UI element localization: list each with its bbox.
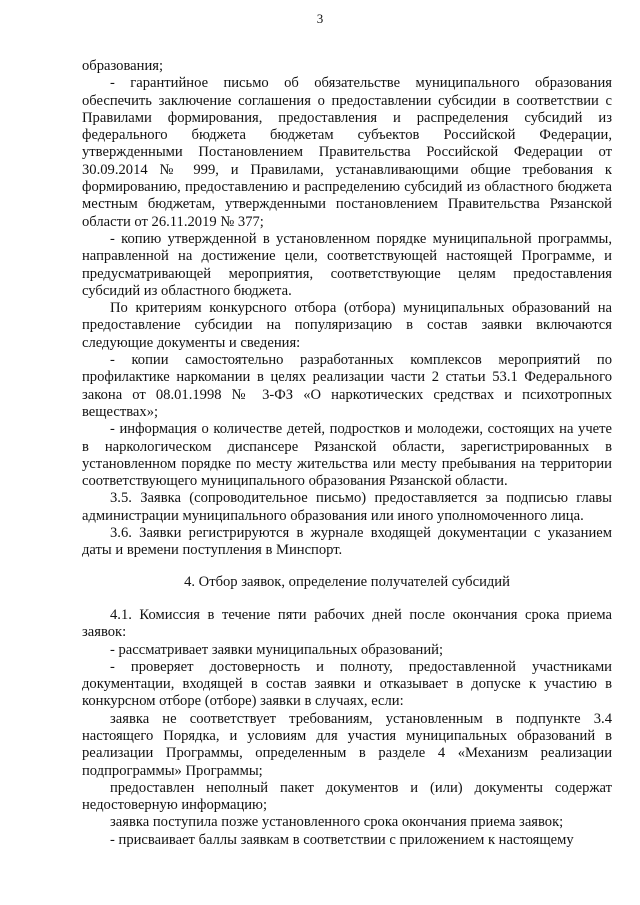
paragraph-youth-information: - информация о количестве детей, подростков и молодежи, состоящих на учете в наркологическом диспансере Рязанской области, зарегистрированных в установленном порядке по месту жительства или месту пребывания на территории соответствующего муниципального образования Рязанской области. xyxy=(82,421,612,490)
paragraph-requirements-mismatch: заявка не соответствует требованиям, установленным в подпункте 3.4 настоящего Порядка, и условиям для участия муниципальных образований в реализации Программы, определенным в разделе 4 «Механизм реализации подпрограммы» Программы; xyxy=(82,710,612,779)
paragraph-program-copy: - копию утвержденной в установленном порядке муниципальной программы, направленной на достижение цели, соответствующей настоящей Программе, и предусматривающей мероприятия, соответствующие целям предоставления субсидий из областного бюджета. xyxy=(82,230,612,299)
page-number: 3 xyxy=(316,11,324,26)
paragraph-assign-scores: - присваивает баллы заявкам в соответствии с приложением к настоящему xyxy=(110,831,574,848)
paragraph-incomplete-package: предоставлен неполный пакет документов и (или) документы содержат недостоверную информацию; xyxy=(82,779,612,814)
paragraph-prevention-complexes: - копии самостоятельно разработанных комплексов мероприятий по профилактике наркомании в целях реализации части 2 статьи 53.1 Федерального закона от 08.01.1998 № 3-ФЗ «О наркотических средствах и психотропных веществах»; xyxy=(82,352,612,420)
paragraph-review-applications: - рассматривает заявки муниципальных образований; xyxy=(110,641,444,658)
paragraph-4-1: 4.1. Комиссия в течение пяти рабочих дней после окончания срока приема заявок: xyxy=(82,606,612,641)
paragraph-selection-criteria: По критериям конкурсного отбора (отбора) муниципальных образований на предоставление субсидии на популяризацию в состав заявки включаются следующие документы и сведения: xyxy=(82,300,612,351)
paragraph-continuation: образования; xyxy=(82,58,164,74)
paragraph-3-5: 3.5. Заявка (сопроводительное письмо) предоставляется за подписью главы администрации муниципального образования или иного уполномоченного лица. xyxy=(82,490,612,524)
paragraph-guarantee-letter: - гарантийное письмо об обязательстве муниципального образования обеспечить заключение соглашения о предоставлении субсидии в соответствии с Правилами формирования, предоставления и распределения субсидий из федерального бюджета бюджетам субъектов Российской Федерации, утвержденными Постановлением Правительства Российской Федерации от 30.09.2014 № 999, и Правилами, устанавливающими общие требования к формированию, предоставлению и распределению субсидий из областного бюджета местным бюджетам, утвержденными постановлением Правительства Рязанской области от 26.11.2019 № 377; xyxy=(82,75,612,230)
paragraph-late-application: заявка поступила позже установленного срока окончания приема заявок; xyxy=(110,814,564,831)
document-body xyxy=(82,58,612,849)
section-heading: 4. Отбор заявок, определение получателей субсидий xyxy=(184,573,510,590)
paragraph-3-6: 3.6. Заявки регистрируются в журнале входящей документации с указанием даты и времени поступления в Минспорт. xyxy=(82,525,612,559)
paragraph-verify-documentation: - проверяет достоверность и полноту, предоставленной участниками документации, входящей в состав заявки и отказывает в допуске к участию в конкурсном отборе (отборе) заявки в случаях, если: xyxy=(82,658,612,710)
